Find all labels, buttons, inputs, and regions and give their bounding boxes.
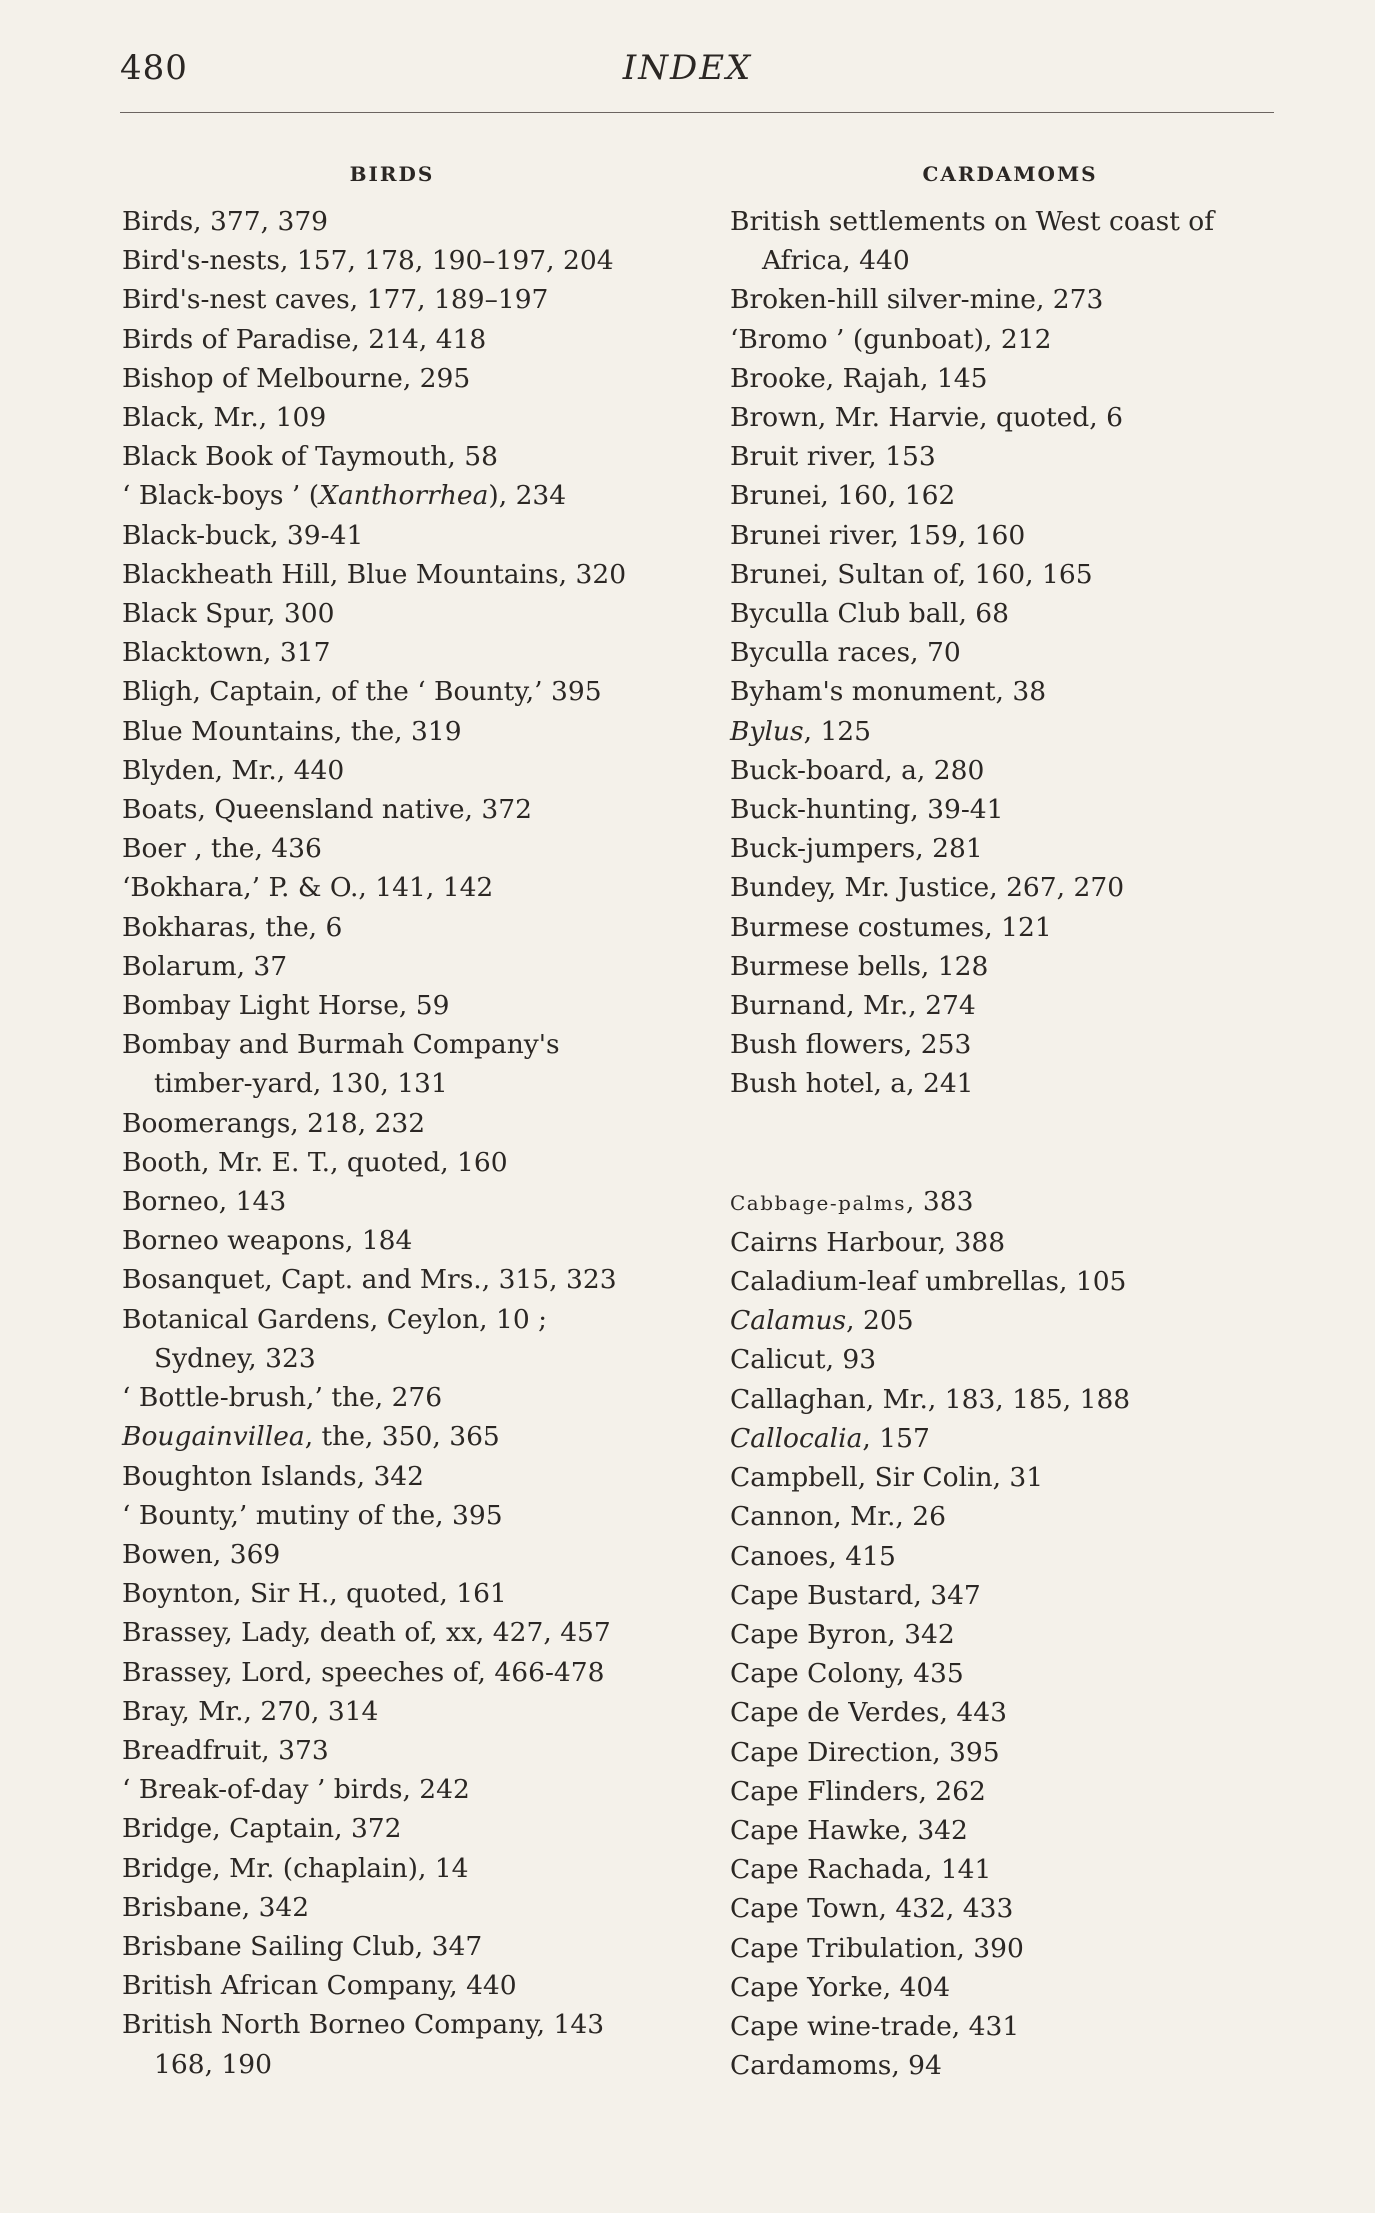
index-entry xyxy=(730,516,1290,555)
entry-text: Breadfruit, 373 xyxy=(122,1734,329,1766)
entry-text: ‘Bokhara,’ P. & O., 141, 142 xyxy=(122,872,494,904)
entry-text: Cape Tribulation, 390 xyxy=(730,1932,1024,1964)
entry-text: Bird's-nest caves, 177, 189–197 xyxy=(122,284,549,316)
entry-text: Brisbane, 342 xyxy=(122,1891,310,1923)
column-heading: BIRDS xyxy=(349,162,435,186)
index-entry xyxy=(730,1064,1290,1103)
index-entry xyxy=(122,516,662,555)
entry-text: Bridge, Captain, 372 xyxy=(122,1813,402,1845)
entry-text: Brooke, Rajah, 145 xyxy=(730,362,988,394)
index-entry xyxy=(122,320,662,359)
index-entry xyxy=(730,1458,1290,1497)
entry-text: Bombay and Burmah Company's xyxy=(122,1029,560,1061)
index-entry xyxy=(122,1378,662,1417)
index-entry xyxy=(730,202,1290,280)
index-entry xyxy=(122,1653,662,1692)
index-entry xyxy=(730,1576,1290,1615)
entry-cont: Sydney, 323 xyxy=(154,1342,316,1374)
entry-text: Cape Bustard, 347 xyxy=(730,1579,981,1611)
index-entry xyxy=(122,986,662,1025)
entry-text: Blacktown, 317 xyxy=(122,637,331,669)
entry-text: Bombay Light Horse, 59 xyxy=(122,990,450,1022)
entry-text: Campbell, Sir Colin, 31 xyxy=(730,1462,1044,1494)
index-entry xyxy=(730,1025,1290,1064)
entry-text: Brunei, Sultan of, 160, 165 xyxy=(730,558,1093,590)
entry-text: Black Spur, 300 xyxy=(122,598,335,630)
index-column-left xyxy=(122,158,662,2084)
index-entry xyxy=(122,868,662,907)
index-entry xyxy=(122,1574,662,1613)
entry-text: Canoes, 415 xyxy=(730,1540,896,1572)
index-entry xyxy=(730,476,1290,515)
entry-text: Bray, Mr., 270, 314 xyxy=(122,1695,379,1727)
entry-text: Byham's monument, 38 xyxy=(730,676,1047,708)
entry-text: Burnand, Mr., 274 xyxy=(730,990,976,1022)
page-number: 480 xyxy=(120,48,188,88)
entry-text: ‘ Bottle-brush,’ the, 276 xyxy=(122,1382,443,1414)
entry-text: Brassey, Lady, death of, xx, 427, 457 xyxy=(122,1617,611,1649)
entry-text: Cape Hawke, 342 xyxy=(730,1814,968,1846)
entry-text: Cape de Verdes, 443 xyxy=(730,1697,1007,1729)
index-entry xyxy=(122,712,662,751)
entry-text: Bishop of Melbourne, 295 xyxy=(122,362,471,394)
index-entry xyxy=(122,1535,662,1574)
entry-text: Birds of Paradise, 214, 418 xyxy=(122,323,487,355)
entry-text: Byculla races, 70 xyxy=(730,637,961,669)
entry-em: Callocalia xyxy=(730,1422,863,1454)
entry-text: Cape Rachada, 141 xyxy=(730,1854,992,1886)
entry-text: Cape Yorke, 404 xyxy=(730,1971,951,2003)
index-entry xyxy=(730,633,1290,672)
index-entry xyxy=(122,1300,662,1378)
entry-text: Blackheath Hill, Blue Mountains, 320 xyxy=(122,558,627,590)
index-entry xyxy=(730,398,1290,437)
section-gap xyxy=(730,1104,1290,1182)
entry-text: Bush hotel, a, 241 xyxy=(730,1068,974,1100)
index-entry xyxy=(122,1104,662,1143)
index-entry xyxy=(730,1262,1290,1301)
entry-text: Cape Direction, 395 xyxy=(730,1736,1000,1768)
index-entry xyxy=(730,1615,1290,1654)
entry-text: Cape Flinders, 262 xyxy=(730,1775,986,1807)
index-entries xyxy=(122,202,662,2084)
index-entry xyxy=(730,672,1290,711)
entry-text: British African Company, 440 xyxy=(122,1970,517,2002)
index-entry xyxy=(122,398,662,437)
entry-text: Burmese bells, 128 xyxy=(730,950,989,982)
entry-text: Burmese costumes, 121 xyxy=(730,911,1052,943)
index-entry xyxy=(122,1809,662,1848)
entry-text: Cairns Harbour, 388 xyxy=(730,1226,1006,1258)
index-entry xyxy=(122,1260,662,1299)
index-entry xyxy=(122,1025,662,1103)
index-entry xyxy=(730,751,1290,790)
index-entry xyxy=(730,594,1290,633)
entry-text: Cape wine-trade, 431 xyxy=(730,2010,1020,2042)
entry-em: Bougainvillea xyxy=(122,1421,305,1453)
index-entry xyxy=(730,829,1290,868)
entry-text: Bligh, Captain, of the ‘ Bounty,’ 395 xyxy=(122,676,602,708)
entry-text: British North Borneo Company, 143 xyxy=(122,2009,605,2041)
entry-post: , 157 xyxy=(862,1422,930,1454)
entry-text: Booth, Mr. E. T., quoted, 160 xyxy=(122,1146,508,1178)
index-entry xyxy=(122,202,662,241)
index-entry xyxy=(730,1772,1290,1811)
index-entry xyxy=(122,555,662,594)
index-entry xyxy=(730,947,1290,986)
index-entry xyxy=(122,2005,662,2083)
entry-post: , 383 xyxy=(906,1185,974,1217)
index-entry xyxy=(730,1537,1290,1576)
index-entry xyxy=(730,908,1290,947)
entry-cont: Africa, 440 xyxy=(762,245,910,277)
index-entry xyxy=(730,2007,1290,2046)
index-entry xyxy=(122,1496,662,1535)
entry-post: , the, 350, 365 xyxy=(304,1421,500,1453)
index-entry xyxy=(730,1693,1290,1732)
index-entry xyxy=(730,1811,1290,1850)
entry-post: , 125 xyxy=(803,715,872,747)
index-entry xyxy=(730,1497,1290,1536)
entry-text: Callaghan, Mr., 183, 185, 188 xyxy=(730,1383,1131,1415)
header-rule xyxy=(120,112,1274,113)
entry-text: Birds, 377, 379 xyxy=(122,206,329,237)
entry-text: Black Book of Taymouth, 58 xyxy=(122,441,498,473)
index-entry xyxy=(730,986,1290,1025)
entry-text: Brown, Mr. Harvie, quoted, 6 xyxy=(730,402,1123,434)
index-entry xyxy=(730,1654,1290,1693)
index-entry xyxy=(122,1966,662,2005)
entry-text: Cape Town, 432, 433 xyxy=(730,1893,1014,1925)
entry-em: Bylus xyxy=(730,715,804,747)
entry-em: Calamus xyxy=(730,1305,847,1337)
entry-text: Broken-hill silver-mine, 273 xyxy=(730,284,1104,316)
index-entry xyxy=(122,1221,662,1260)
entry-text: Bolarum, 37 xyxy=(122,950,288,982)
index-entry xyxy=(730,1419,1290,1458)
index-entry xyxy=(122,1143,662,1182)
entry-text: Bush flowers, 253 xyxy=(730,1029,972,1061)
index-entry xyxy=(730,712,1290,751)
index-entry xyxy=(730,1380,1290,1419)
index-entry xyxy=(730,555,1290,594)
index-entry xyxy=(122,1731,662,1770)
index-entry xyxy=(122,1457,662,1496)
entry-text: Bowen, 369 xyxy=(122,1538,281,1570)
entry-text: Buck-board, a, 280 xyxy=(730,754,985,786)
index-entry xyxy=(730,1301,1290,1340)
entry-text: ‘ Break-of-day ’ birds, 242 xyxy=(122,1774,470,1806)
index-entry xyxy=(730,868,1290,907)
entry-text: Cardamoms, 94 xyxy=(730,2050,942,2082)
entry-text: Black, Mr., 109 xyxy=(122,402,327,434)
index-entry xyxy=(122,359,662,398)
entry-text: Boomerangs, 218, 232 xyxy=(122,1107,426,1139)
index-entry xyxy=(122,1770,662,1809)
index-entry xyxy=(122,280,662,319)
entry-text: Bridge, Mr. (chaplain), 14 xyxy=(122,1852,469,1884)
index-entry xyxy=(730,1850,1290,1889)
index-entry xyxy=(730,320,1290,359)
entry-text: Bokharas, the, 6 xyxy=(122,911,343,943)
index-entry xyxy=(122,437,662,476)
index-entry xyxy=(122,594,662,633)
index-entry xyxy=(730,1889,1290,1928)
entry-text: Cape Colony, 435 xyxy=(730,1658,964,1690)
entry-text: Caladium-leaf umbrellas, 105 xyxy=(730,1266,1127,1298)
index-column-right xyxy=(730,158,1290,2085)
entry-text: Calicut, 93 xyxy=(730,1344,877,1376)
entry-text: Buck-hunting, 39-41 xyxy=(730,794,1004,826)
index-entry xyxy=(730,2046,1290,2085)
entry-text: Brisbane Sailing Club, 347 xyxy=(122,1930,483,1962)
entry-text: Borneo weapons, 184 xyxy=(122,1225,413,1257)
entry-text: Bruit river, 153 xyxy=(730,441,936,473)
entry-text: Boats, Queensland native, 372 xyxy=(122,794,532,826)
entry-text: Boughton Islands, 342 xyxy=(122,1460,425,1492)
entry-text: Boer , the, 436 xyxy=(122,833,322,865)
entry-text: Byculla Club ball, 68 xyxy=(730,598,1010,630)
column-heading: CARDAMOMS xyxy=(922,162,1098,186)
index-entry xyxy=(730,1733,1290,1772)
index-entry xyxy=(122,829,662,868)
entry-text: Borneo, 143 xyxy=(122,1186,287,1218)
entry-sc: Cabbage-palms xyxy=(730,1190,907,1215)
entry-text: Blue Mountains, the, 319 xyxy=(122,715,462,747)
index-entry xyxy=(730,1929,1290,1968)
index-entries-c xyxy=(730,1182,1290,2086)
index-entry xyxy=(730,437,1290,476)
index-entry xyxy=(122,1613,662,1652)
index-entry xyxy=(122,1182,662,1221)
entry-cont: 168, 190 xyxy=(154,2048,273,2080)
index-entry xyxy=(730,280,1290,319)
entry-text: Cannon, Mr., 26 xyxy=(730,1501,946,1533)
index-entry xyxy=(730,790,1290,829)
entry-text: Blyden, Mr., 440 xyxy=(122,754,345,786)
index-entry xyxy=(730,1182,1290,1223)
entry-em: Xanthorrhea xyxy=(319,480,489,512)
index-entry xyxy=(122,1927,662,1966)
entry-text: Bird's-nests, 157, 178, 190–197, 204 xyxy=(122,245,614,277)
index-entry xyxy=(122,1692,662,1731)
index-entries-b xyxy=(730,202,1290,1104)
entry-text: Brassey, Lord, speeches of, 466-478 xyxy=(122,1656,605,1688)
entry-text: Buck-jumpers, 281 xyxy=(730,833,983,865)
index-entry xyxy=(122,1849,662,1888)
entry-text: Brunei, 160, 162 xyxy=(730,480,956,512)
entry-text: British settlements on West coast of xyxy=(730,206,1215,237)
index-entry xyxy=(122,751,662,790)
entry-pre: ‘ Black-boys ’ ( xyxy=(122,480,320,512)
index-entry xyxy=(730,1223,1290,1262)
entry-post: , 205 xyxy=(846,1305,914,1337)
index-entry xyxy=(122,1888,662,1927)
entry-text: ‘Bromo ’ (gunboat), 212 xyxy=(730,323,1052,355)
entry-text: Cape Byron, 342 xyxy=(730,1618,955,1650)
index-entry xyxy=(122,947,662,986)
entry-text: Brunei river, 159, 160 xyxy=(730,519,1026,551)
entry-text: Black-buck, 39-41 xyxy=(122,519,364,551)
entry-text: Boynton, Sir H., quoted, 161 xyxy=(122,1578,507,1610)
index-entry xyxy=(122,633,662,672)
index-entry xyxy=(122,790,662,829)
index-entry xyxy=(122,672,662,711)
page-title: INDEX xyxy=(622,48,753,88)
entry-text: ‘ Bounty,’ mutiny of the, 395 xyxy=(122,1499,503,1531)
index-entry xyxy=(122,1417,662,1456)
index-entry xyxy=(730,1340,1290,1379)
index-entry xyxy=(730,359,1290,398)
index-entry xyxy=(122,908,662,947)
index-entry xyxy=(122,241,662,280)
entry-text: Botanical Gardens, Ceylon, 10 ; xyxy=(122,1303,548,1335)
index-entry xyxy=(122,476,662,515)
entry-cont: timber-yard, 130, 131 xyxy=(154,1068,448,1100)
entry-text: Bundey, Mr. Justice, 267, 270 xyxy=(730,872,1125,904)
entry-text: Bosanquet, Capt. and Mrs., 315, 323 xyxy=(122,1264,617,1296)
index-entry xyxy=(730,1968,1290,2007)
entry-post: ), 234 xyxy=(488,480,567,512)
